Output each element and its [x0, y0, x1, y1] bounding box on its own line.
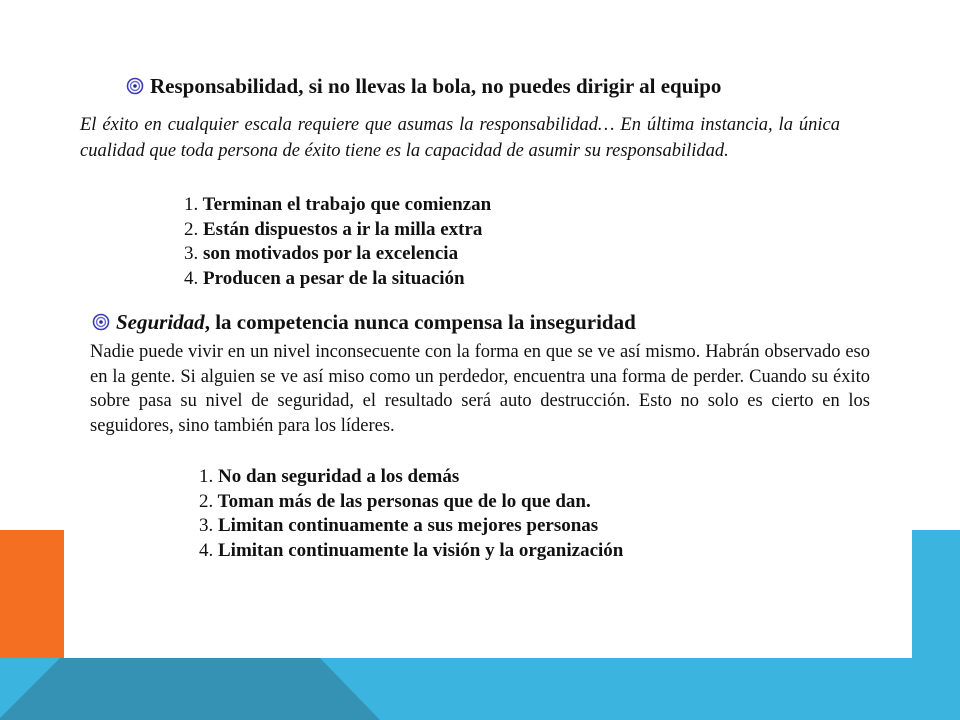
section-heading-responsabilidad	[126, 74, 721, 99]
list-item	[199, 465, 623, 490]
list-item	[184, 193, 491, 218]
heading-text: Responsabilidad, si no llevas la bola, no puedes dirigir al equipo	[150, 74, 722, 98]
list-number: 4.	[184, 267, 199, 289]
heading-text: , la competencia nunca compensa la inseguridad	[204, 310, 636, 334]
list-item	[184, 267, 491, 292]
list-responsabilidad	[184, 193, 491, 291]
list-text: Toman más de las personas que de lo que dan.	[217, 490, 591, 512]
list-item	[184, 242, 491, 267]
list-item	[184, 218, 491, 243]
list-text: Terminan el trabajo que comienzan	[202, 194, 492, 215]
list-item	[199, 514, 623, 539]
list-number: 1.	[184, 194, 199, 215]
list-number: 1.	[199, 466, 214, 487]
list-item	[199, 490, 623, 515]
list-number: 3.	[199, 515, 214, 536]
section-heading-seguridad	[92, 310, 636, 335]
list-number: 3.	[184, 243, 199, 264]
list-number: 4.	[199, 539, 214, 561]
list-seguridad	[199, 465, 623, 563]
list-text: Están dispuestos a ir la milla extra	[203, 218, 483, 240]
spiral-bullet-icon	[126, 76, 144, 94]
list-text: Limitan continuamente la visión y la organización	[218, 539, 624, 561]
list-text: Producen a pesar de la situación	[203, 267, 465, 289]
slide-content	[64, 0, 912, 658]
heading-emphasis: Seguridad	[116, 310, 205, 334]
list-number: 2.	[199, 490, 214, 512]
paragraph-seguridad: Nadie puede vivir en un nivel inconsecuente con la forma en que se ve así mismo. Habrán observado eso en la gente. Si alguien se ve así miso como un perdedor, encuentra una forma de perder. Cuando su éxito sobre pasa su nivel de seguridad, el resultado será auto destrucción. Esto no solo es cierto en los seguidores, sino también para los líderes.	[90, 342, 870, 436]
teal-bottom-shape	[0, 658, 380, 720]
list-number: 2.	[184, 218, 199, 240]
list-item	[199, 539, 623, 564]
list-text: No dan seguridad a los demás	[218, 466, 460, 487]
list-text: Limitan continuamente a sus mejores personas	[218, 515, 599, 536]
spiral-bullet-icon	[92, 312, 110, 330]
list-text: son motivados por la excelencia	[203, 243, 459, 264]
paragraph-responsabilidad: El éxito en cualquier escala requiere que asumas la responsabilidad… En última instancia, la única cualidad que toda persona de éxito tiene es la capacidad de asumir su responsabilidad.	[80, 115, 840, 161]
